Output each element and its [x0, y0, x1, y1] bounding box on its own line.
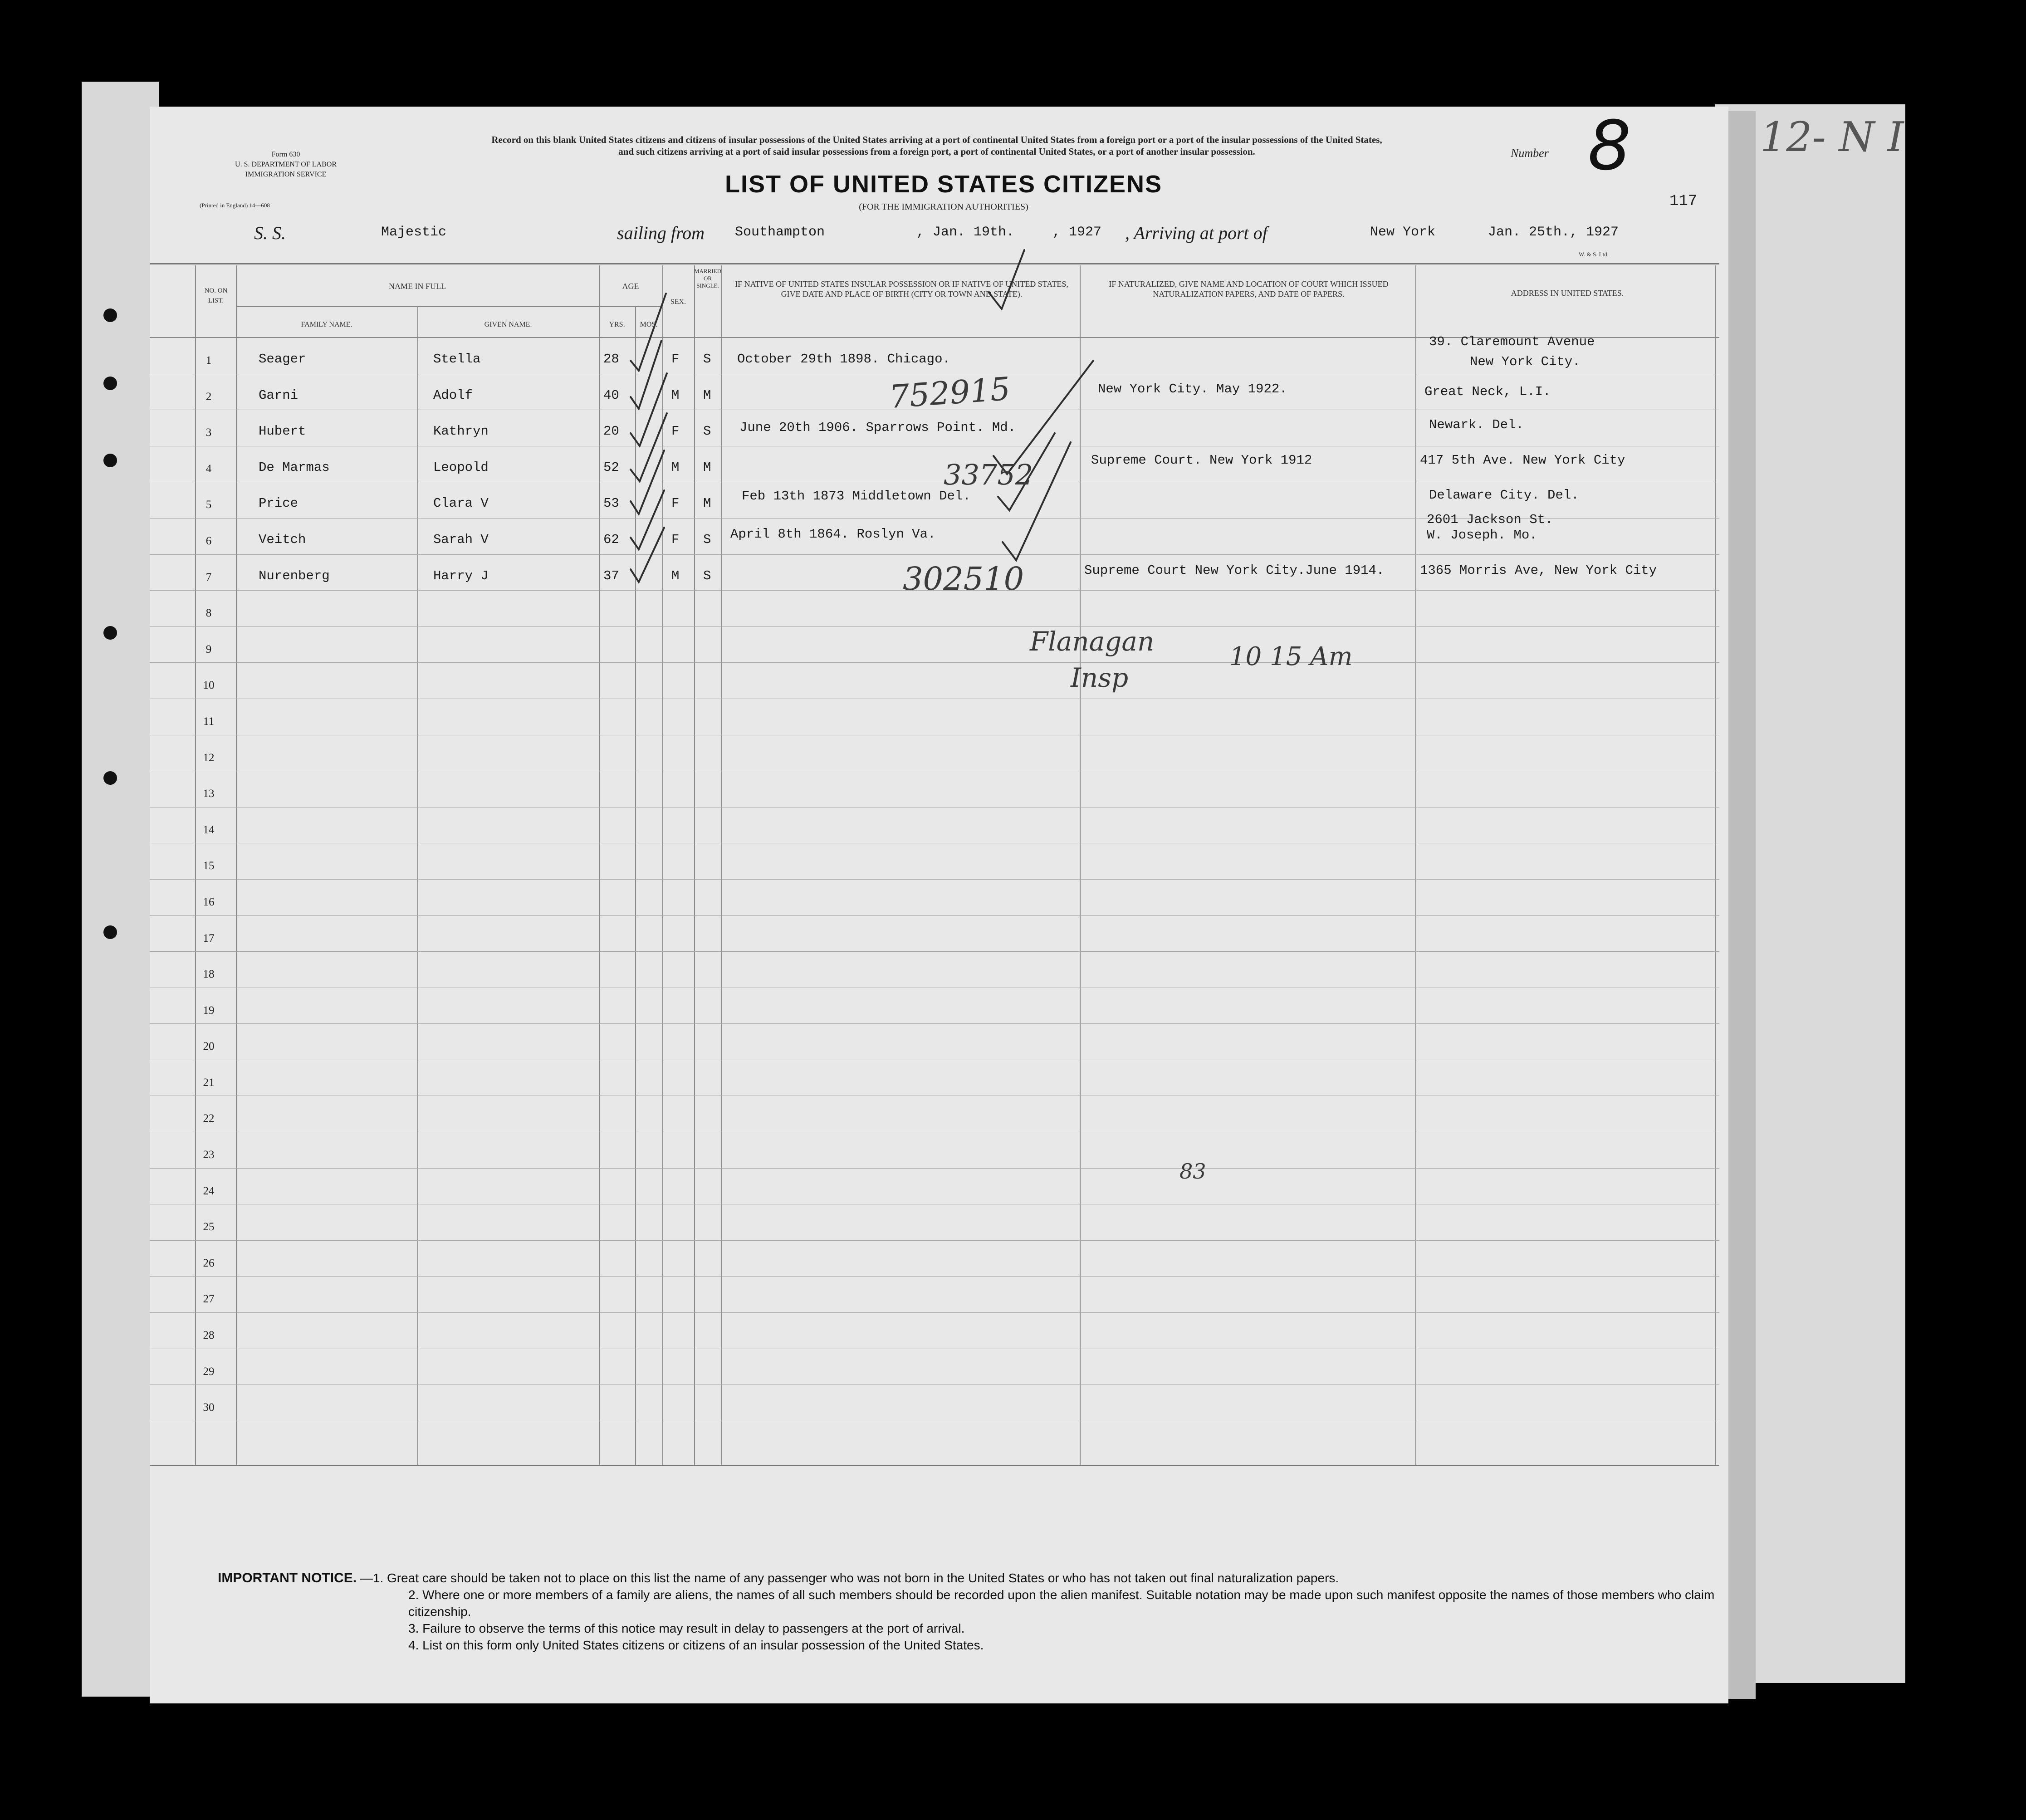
- naturalization-court: Supreme Court. New York 1912: [1091, 452, 1312, 468]
- inspector-signature: Flanagan: [1030, 626, 1155, 657]
- age-years: 62: [603, 532, 619, 547]
- sex: F: [671, 424, 680, 439]
- family-name: Nurenberg: [259, 568, 330, 583]
- given-name: Kathryn: [433, 424, 489, 439]
- given-name: Adolf: [433, 387, 473, 403]
- inspector-title: Insp: [1071, 662, 1129, 693]
- page-edge-left: [82, 82, 159, 1697]
- ss-label: S. S.: [254, 223, 286, 243]
- manifest-sheet: [150, 107, 1728, 1703]
- age-years: 37: [603, 568, 619, 583]
- sex: M: [671, 568, 680, 583]
- address-line-2: New York City.: [1470, 354, 1581, 369]
- married-single: S: [703, 424, 711, 439]
- handwritten-number: 752915: [888, 370, 1012, 416]
- family-name: Seager: [259, 352, 306, 367]
- age-years: 28: [603, 352, 619, 367]
- row-number: 9: [206, 643, 212, 656]
- row-number: 8: [206, 607, 212, 620]
- table-row: [150, 807, 1719, 844]
- table-row: [150, 988, 1719, 1024]
- number-label: Number: [1511, 147, 1549, 160]
- birth-date-place: April 8th 1864. Roslyn Va.: [730, 526, 936, 542]
- row-number: 21: [203, 1076, 215, 1089]
- age-years: 52: [603, 460, 619, 475]
- row-number: 5: [206, 499, 212, 511]
- row-number: 18: [203, 968, 215, 981]
- row-number: 10: [203, 679, 215, 692]
- table-row: [150, 1060, 1719, 1096]
- row-number: 20: [203, 1040, 215, 1053]
- sex: F: [671, 352, 680, 367]
- header-married-single: MARRIED OR SINGLE.: [694, 268, 721, 289]
- table-row: [150, 1385, 1719, 1421]
- table-row: [150, 1313, 1719, 1349]
- row-number: 4: [206, 462, 212, 475]
- table-row: [150, 1277, 1719, 1313]
- row-number: 17: [203, 932, 215, 944]
- inspection-time: 10 15 Am: [1229, 642, 1353, 671]
- family-name: Veitch: [259, 532, 306, 547]
- header-sex: SEX.: [670, 298, 686, 306]
- handwritten-mark: 83: [1179, 1159, 1206, 1184]
- row-number: 15: [203, 860, 215, 872]
- address: Great Neck, L.I.: [1424, 384, 1551, 399]
- married-single: S: [703, 568, 711, 583]
- given-name: Harry J: [433, 568, 489, 583]
- binding-hole: [103, 377, 117, 390]
- page-edge-right-inner: [1728, 111, 1756, 1699]
- naturalization-court: Supreme Court New York City.June 1914.: [1084, 563, 1385, 578]
- notice-label: IMPORTANT NOTICE.: [218, 1570, 357, 1585]
- notice-item-4: 4. List on this form only United States citizens or citizens of an insular possession of the United States.: [408, 1638, 984, 1652]
- service: IMMIGRATION SERVICE: [245, 171, 327, 178]
- header-yrs: YRS.: [609, 321, 625, 328]
- family-name: Price: [259, 496, 299, 511]
- departure-port: Southampton: [735, 225, 825, 240]
- row-number: 30: [203, 1401, 215, 1414]
- check-marks: [150, 107, 1719, 742]
- important-notice: [218, 1570, 1715, 1654]
- table-row: [150, 1024, 1719, 1060]
- married-single: M: [703, 460, 711, 475]
- table-row: [150, 1204, 1719, 1241]
- header-mos: MOS.: [640, 321, 658, 328]
- address-line-2: W. Joseph. Mo.: [1427, 527, 1537, 543]
- form-number: Form 630: [271, 151, 300, 158]
- row-number: 28: [203, 1329, 215, 1342]
- departure-date: , Jan. 19th.: [916, 225, 1015, 240]
- row-number: 11: [203, 715, 215, 728]
- row-number: 13: [203, 788, 215, 800]
- binding-hole: [103, 308, 117, 322]
- header-naturalized: IF NATURALIZED, GIVE NAME AND LOCATION OF COURT WHICH ISSUED NATURALIZATION PAPERS, AND DATE OF PAPERS.: [1109, 279, 1389, 298]
- handwritten-number: 302510: [903, 560, 1024, 597]
- handwritten-number: 33752: [944, 458, 1033, 491]
- header-given-name: GIVEN NAME.: [484, 321, 532, 328]
- row-number: 1: [206, 354, 212, 367]
- given-name: Stella: [433, 352, 481, 367]
- table-row: [150, 916, 1719, 952]
- row-number: 29: [203, 1365, 215, 1378]
- row-number: 16: [203, 895, 215, 908]
- age-years: 40: [603, 387, 619, 403]
- married-single: M: [703, 496, 711, 511]
- table-row: [150, 1096, 1719, 1132]
- row-number: 12: [203, 751, 215, 764]
- family-name: Garni: [259, 387, 299, 403]
- row-number: 22: [203, 1112, 215, 1125]
- table-row: [150, 1132, 1719, 1169]
- birth-date-place: Feb 13th 1873 Middletown Del.: [742, 489, 971, 504]
- sailing-label: sailing from: [617, 223, 705, 243]
- printer-mark: W. & S. Ltd.: [1579, 251, 1609, 258]
- address: Delaware City. Del.: [1429, 488, 1579, 503]
- arrival-port: New York: [1370, 225, 1436, 240]
- address: 39. Claremount Avenue: [1429, 334, 1595, 349]
- margin-note: 12- N I: [1760, 113, 1904, 161]
- married-single: S: [703, 352, 711, 367]
- birth-date-place: October 29th 1898. Chicago.: [737, 352, 950, 367]
- row-number: 27: [203, 1293, 215, 1306]
- binding-hole: [103, 925, 117, 939]
- record-instructions: Record on this blank United States citizens and citizens of insular possessions of the United States arriving at a port of continental United States from a foreign port or a port of the insular possessions of the United States, and such citizens arriving at a port of said insular possessions from a foreign port, a port of continental United States, or a port of another insular possession.: [491, 134, 1382, 157]
- table-bottom-rule: [150, 1465, 1719, 1466]
- binding-hole: [103, 626, 117, 640]
- row-number: 19: [203, 1004, 215, 1017]
- binding-hole: [103, 454, 117, 467]
- table-row: [150, 843, 1719, 880]
- list-number: 8: [1588, 107, 1631, 186]
- department: U. S. DEPARTMENT OF LABOR: [235, 161, 337, 168]
- given-name: Leopold: [433, 460, 489, 475]
- header-native-birth: IF NATIVE OF UNITED STATES INSULAR POSSESSION OR IF NATIVE OF UNITED STATES, GIVE DATE AND PLACE OF BIRTH (CITY OR TOWN AND STATE).: [735, 279, 1068, 298]
- page-number: 117: [1669, 193, 1698, 210]
- address: 2601 Jackson St.: [1427, 512, 1553, 527]
- table-row: [150, 1349, 1719, 1385]
- sex: F: [671, 532, 680, 547]
- address: Newark. Del.: [1429, 417, 1524, 433]
- address: 1365 Morris Ave, New York City: [1420, 563, 1657, 578]
- notice-item-2: 2. Where one or more members of a family are aliens, the names of all such members should be recorded upon the alien manifest. Suitable notation may be made upon such manifest opposite the names of those members who claim citizenship.: [408, 1588, 1715, 1619]
- ship-name: Majestic: [381, 225, 447, 240]
- page-title: LIST OF UNITED STATES CITIZENS: [725, 171, 1162, 198]
- sex: M: [671, 387, 680, 403]
- binding-hole: [103, 771, 117, 785]
- given-name: Clara V: [433, 496, 489, 511]
- given-name: Sarah V: [433, 532, 489, 547]
- table-row: [150, 952, 1719, 988]
- family-name: De Marmas: [259, 460, 330, 475]
- row-number: 7: [206, 571, 212, 583]
- table-row: [150, 771, 1719, 807]
- notice-item-1: IMPORTANT NOTICE. —1. Great care should be taken not to place on this list the name of any passenger who was not born in the United States or who has not taken out final naturalization papers.: [218, 1570, 1339, 1585]
- row-number: 25: [203, 1221, 215, 1233]
- row-number: 24: [203, 1184, 215, 1197]
- age-years: 53: [603, 496, 619, 511]
- printed-note: (Printed in England) 14—608: [200, 202, 270, 209]
- row-number: 14: [203, 823, 215, 836]
- row-number: 26: [203, 1257, 215, 1269]
- age-years: 20: [603, 424, 619, 439]
- naturalization-court: New York City. May 1922.: [1098, 381, 1287, 396]
- header-family-name: FAMILY NAME.: [301, 321, 352, 328]
- table-row: [150, 1241, 1719, 1277]
- page-subtitle: (FOR THE IMMIGRATION AUTHORITIES): [859, 202, 1028, 212]
- address: 417 5th Ave. New York City: [1420, 452, 1625, 468]
- family-name: Hubert: [259, 424, 306, 439]
- table-row: [150, 1169, 1719, 1205]
- header-address: ADDRESS IN UNITED STATES.: [1511, 289, 1624, 298]
- married-single: S: [703, 532, 711, 547]
- married-single: M: [703, 387, 711, 403]
- notice-item-3: 3. Failure to observe the terms of this notice may result in delay to passengers at the port of arrival.: [408, 1621, 965, 1635]
- arrival-date: Jan. 25th., 1927: [1488, 225, 1619, 240]
- header-name-in-full: NAME IN FULL: [389, 282, 446, 291]
- row-number: 23: [203, 1149, 215, 1161]
- table-row: [150, 880, 1719, 916]
- departure-year: , 1927: [1052, 225, 1102, 240]
- sex: M: [671, 460, 680, 475]
- header-age: AGE: [622, 282, 639, 291]
- row-number: 6: [206, 534, 212, 547]
- arriving-label: , Arriving at port of: [1125, 223, 1267, 243]
- sex: F: [671, 496, 680, 511]
- row-number: 2: [206, 390, 212, 403]
- header-no-on-list: NO. ON LIST.: [204, 287, 228, 304]
- row-number: 3: [206, 426, 212, 439]
- birth-date-place: June 20th 1906. Sparrows Point. Md.: [739, 420, 1016, 435]
